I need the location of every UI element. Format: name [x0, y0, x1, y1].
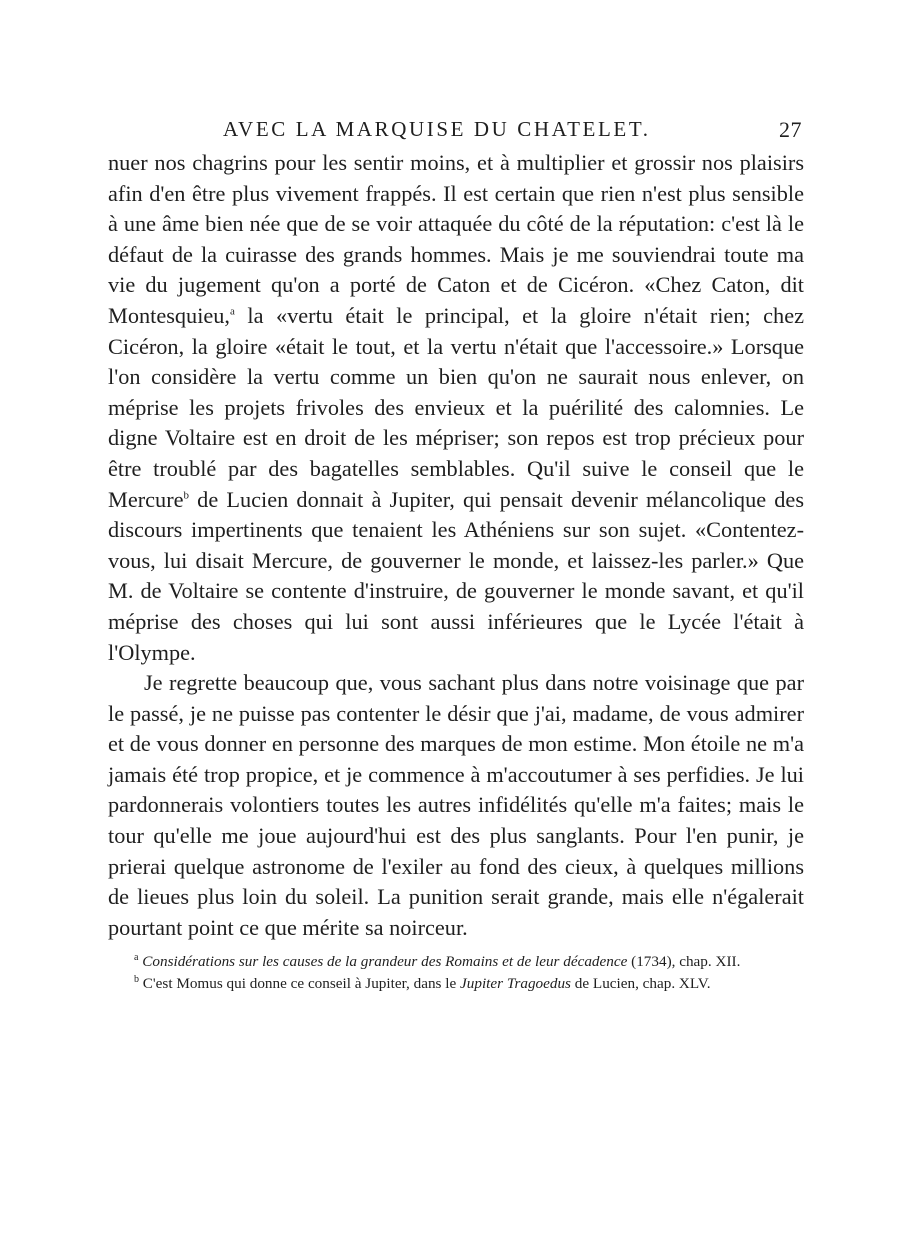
footnote-b-title: Jupiter Tragoedus [460, 975, 571, 993]
footnote-a [108, 951, 804, 973]
book-page [108, 112, 804, 995]
paragraph-1-text-b: la «vertu était le principal, et la gloire n'était rien; chez Cicéron, la gloire «était le tout, et la vertu n'était que l'accessoire.» Lorsque l'on considère la vertu comme un bien qu'on ne saurait nous enlever, on méprise les projets frivoles des envieux et la puérilité des calomnies. Le digne Voltaire est en droit de les mépriser; son repos est trop précieux pour être troublé par des bagatelles semblables. Qu'il suive le conseil que le Mercure [108, 302, 804, 512]
paragraph-1-text-c: de Lucien donnait à Jupiter, qui pensait devenir mélancolique des discours impertinents que tenaient les Athéniens sur son sujet. «Contentez-vous, lui disait Mercure, de gouverner le monde, et laissez-les parler.» Que M. de Voltaire se contente d'instruire, de gouverner le monde savant, et qu'il méprise des choses qui lui sont aussi inférieures que le Lycée l'était à l'Olympe. [108, 486, 804, 665]
running-header [108, 112, 804, 148]
footnote-b [108, 973, 804, 995]
footnote-ref-b: b [183, 489, 190, 502]
paragraph-1 [108, 148, 804, 668]
footnote-ref-a: a [230, 305, 235, 318]
footnote-a-rest: (1734), chap. XII. [627, 953, 741, 971]
page-number: 27 [779, 117, 802, 142]
footnotes [108, 951, 804, 995]
paragraph-2: Je regrette beaucoup que, vous sachant plus dans notre voisinage que par le passé, je ne puisse pas contenter le désir que j'ai, madame, de vous admirer et de vous donner en personne des marques de mon estime. Mon étoile ne m'a jamais été trop propice, et je commence à m'accoutumer à ses perfidies. Je lui pardonnerais volontiers toutes les autres infidélités qu'elle m'a faites; mais le tour qu'elle me joue aujourd'hui est des plus sanglants. Pour l'en punir, je prierai quelque astronome de l'exiler au fond des cieux, à quelques millions de lieues plus loin du soleil. La punition serait grande, mais elle n'égalerait pourtant point ce que mérite sa noirceur. [108, 670, 804, 940]
footnote-b-before: C'est Momus qui donne ce conseil à Jupiter, dans le [142, 975, 461, 993]
running-title: AVEC LA MARQUISE DU CHATELET. [223, 117, 651, 141]
footnote-a-marker: a [134, 952, 139, 964]
footnote-b-after: de Lucien, chap. XLV. [570, 975, 711, 993]
footnote-b-marker: b [134, 974, 139, 986]
paragraph-1-text-a: nuer nos chagrins pour les sentir moins, et à multiplier et grossir nos plaisirs afin d'en être plus vivement frappés. Il est certain que rien n'est plus sensible à une âme bien née que de se voir attaquée du côté de la réputation: c'est là le défaut de la cuirasse des grands hommes. Mais je me souviendrai toute ma vie du jugement qu'on a porté de Caton et de Cicéron. «Chez Caton, dit Montesquieu, [108, 150, 804, 328]
main-text [108, 148, 804, 943]
footnote-a-title: Considérations sur les causes de la grandeur des Romains et de leur décadence [142, 953, 628, 971]
